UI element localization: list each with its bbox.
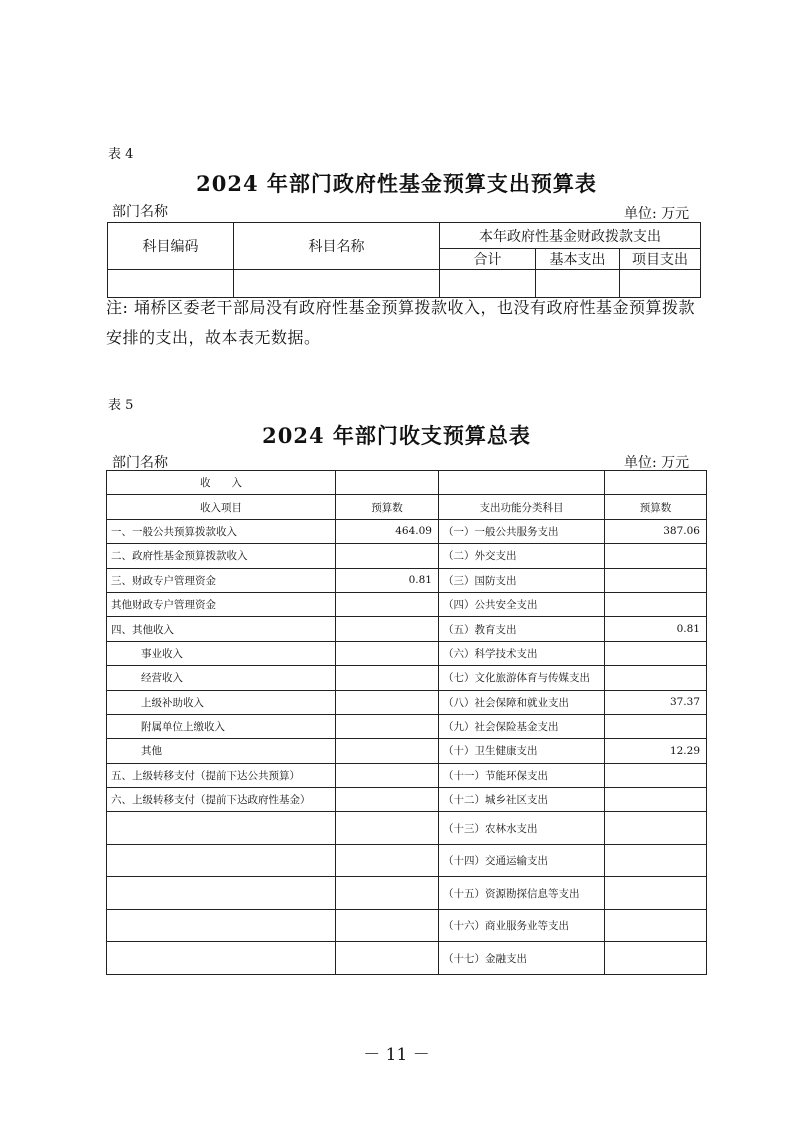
income-amount-cell <box>336 909 439 942</box>
income-amount-cell <box>336 844 439 877</box>
header-expense-item: 支出功能分类科目 <box>439 495 605 519</box>
table-row <box>107 909 707 942</box>
expense-amount-cell <box>605 568 707 592</box>
income-item-cell: 六、上级转移支付（提前下达政府性基金） <box>107 788 336 812</box>
income-item-cell <box>107 844 336 877</box>
income-amount-cell: 0.81 <box>336 568 439 592</box>
expense-amount-cell: 387.06 <box>605 519 707 543</box>
table-row <box>107 519 707 543</box>
table4-note: 注: 埇桥区委老干部局没有政府性基金预算拨款收入，也没有政府性基金预算拨款安排的支出，故本表无数据。 <box>106 298 695 347</box>
expense-item-cell: （七）文化旅游体育与传媒支出 <box>439 666 605 690</box>
expense-item-cell: （十六）商业服务业等支出 <box>439 909 605 942</box>
income-amount-cell <box>336 592 439 616</box>
table4-label: 表 4 <box>108 147 134 162</box>
empty-cell <box>605 471 707 495</box>
expense-amount-cell <box>605 942 707 975</box>
income-item-cell: 经营收入 <box>107 666 336 690</box>
expense-amount-cell <box>605 666 707 690</box>
empty-cell <box>336 471 439 495</box>
income-item-cell: 二、政府性基金预算拨款收入 <box>107 544 336 568</box>
income-amount-cell <box>336 544 439 568</box>
header-project: 项目支出 <box>620 249 701 270</box>
income-item-cell: 一、一般公共预算拨款收入 <box>107 519 336 543</box>
expense-amount-cell <box>605 641 707 665</box>
income-item-cell <box>107 812 336 845</box>
table4-dept-label: 部门名称 <box>112 204 168 220</box>
header-basic: 基本支出 <box>536 249 620 270</box>
header-income-amount: 预算数 <box>336 495 439 519</box>
table-row <box>107 690 707 714</box>
income-item-cell: 四、其他收入 <box>107 617 336 641</box>
header-name: 科目名称 <box>234 223 440 270</box>
income-item-cell: 其他 <box>107 739 336 763</box>
income-amount-cell <box>336 788 439 812</box>
income-item-cell <box>107 909 336 942</box>
income-amount-cell <box>336 714 439 738</box>
table4-title: 2024 年部门政府性基金预算支出预算表 <box>196 171 597 196</box>
income-item-cell: 事业收入 <box>107 641 336 665</box>
expense-amount-cell: 0.81 <box>605 617 707 641</box>
income-amount-cell <box>336 617 439 641</box>
expense-amount-cell <box>605 592 707 616</box>
income-amount-cell <box>336 942 439 975</box>
table-row <box>107 568 707 592</box>
income-amount-cell <box>336 739 439 763</box>
expense-item-cell: （八）社会保障和就业支出 <box>439 690 605 714</box>
table-row <box>107 714 707 738</box>
income-item-cell <box>107 942 336 975</box>
expense-amount-cell <box>605 544 707 568</box>
table5-dept-label: 部门名称 <box>112 455 168 471</box>
income-amount-cell: 464.09 <box>336 519 439 543</box>
table-row <box>107 844 707 877</box>
income-amount-cell <box>336 666 439 690</box>
expense-item-cell: （十五）资源勘探信息等支出 <box>439 877 605 910</box>
expense-item-cell: （六）科学技术支出 <box>439 641 605 665</box>
table-row <box>107 877 707 910</box>
income-amount-cell <box>336 877 439 910</box>
expense-item-cell: （九）社会保险基金支出 <box>439 714 605 738</box>
income-amount-cell <box>336 763 439 787</box>
table5-label: 表 5 <box>108 398 134 413</box>
expense-item-cell: （十四）交通运输支出 <box>439 844 605 877</box>
expense-amount-cell: 12.29 <box>605 739 707 763</box>
income-group-header: 收 入 <box>107 471 336 495</box>
income-amount-cell <box>336 812 439 845</box>
expense-amount-cell <box>605 763 707 787</box>
table4-unit: 单位: 万元 <box>624 206 690 222</box>
expense-amount-cell <box>605 714 707 738</box>
table4 <box>107 222 701 298</box>
table-row <box>107 942 707 975</box>
income-item-cell: 三、财政专户管理资金 <box>107 568 336 592</box>
income-item-cell: 附属单位上缴收入 <box>107 714 336 738</box>
expense-item-cell: （十一）节能环保支出 <box>439 763 605 787</box>
expense-item-cell: （十七）金融支出 <box>439 942 605 975</box>
table5-title: 2024 年部门收支预算总表 <box>262 423 531 448</box>
income-amount-cell <box>336 641 439 665</box>
expense-item-cell: （十）卫生健康支出 <box>439 739 605 763</box>
expense-amount-cell <box>605 909 707 942</box>
table-row <box>107 763 707 787</box>
expense-amount-cell <box>605 877 707 910</box>
income-amount-cell <box>336 690 439 714</box>
expense-item-cell: （二）外交支出 <box>439 544 605 568</box>
table5-unit: 单位: 万元 <box>624 455 690 471</box>
table5 <box>106 470 707 975</box>
table-row <box>107 592 707 616</box>
income-item-cell: 上级补助收入 <box>107 690 336 714</box>
expense-item-cell: （三）国防支出 <box>439 568 605 592</box>
header-code: 科目编码 <box>108 223 234 270</box>
expense-item-cell: （五）教育支出 <box>439 617 605 641</box>
table-row <box>107 739 707 763</box>
table-row <box>107 666 707 690</box>
expense-amount-cell <box>605 788 707 812</box>
expense-amount-cell <box>605 844 707 877</box>
expense-item-cell: （十二）城乡社区支出 <box>439 788 605 812</box>
table-row <box>107 641 707 665</box>
page-number: － 11 － <box>363 1045 430 1065</box>
table-row <box>107 788 707 812</box>
table-row <box>107 617 707 641</box>
expense-amount-cell: 37.37 <box>605 690 707 714</box>
expense-amount-cell <box>605 812 707 845</box>
expense-item-cell: （四）公共安全支出 <box>439 592 605 616</box>
header-expense-amount: 预算数 <box>605 495 707 519</box>
expense-item-cell: （十三）农林水支出 <box>439 812 605 845</box>
header-income-item: 收入项目 <box>107 495 336 519</box>
expense-item-cell: （一）一般公共服务支出 <box>439 519 605 543</box>
header-group: 本年政府性基金财政拨款支出 <box>440 223 701 249</box>
header-total: 合计 <box>440 249 536 270</box>
income-item-cell: 其他财政专户管理资金 <box>107 592 336 616</box>
income-item-cell <box>107 877 336 910</box>
table-row <box>107 544 707 568</box>
income-item-cell: 五、上级转移支付（提前下达公共预算） <box>107 763 336 787</box>
table-row <box>107 812 707 845</box>
empty-cell <box>439 471 605 495</box>
